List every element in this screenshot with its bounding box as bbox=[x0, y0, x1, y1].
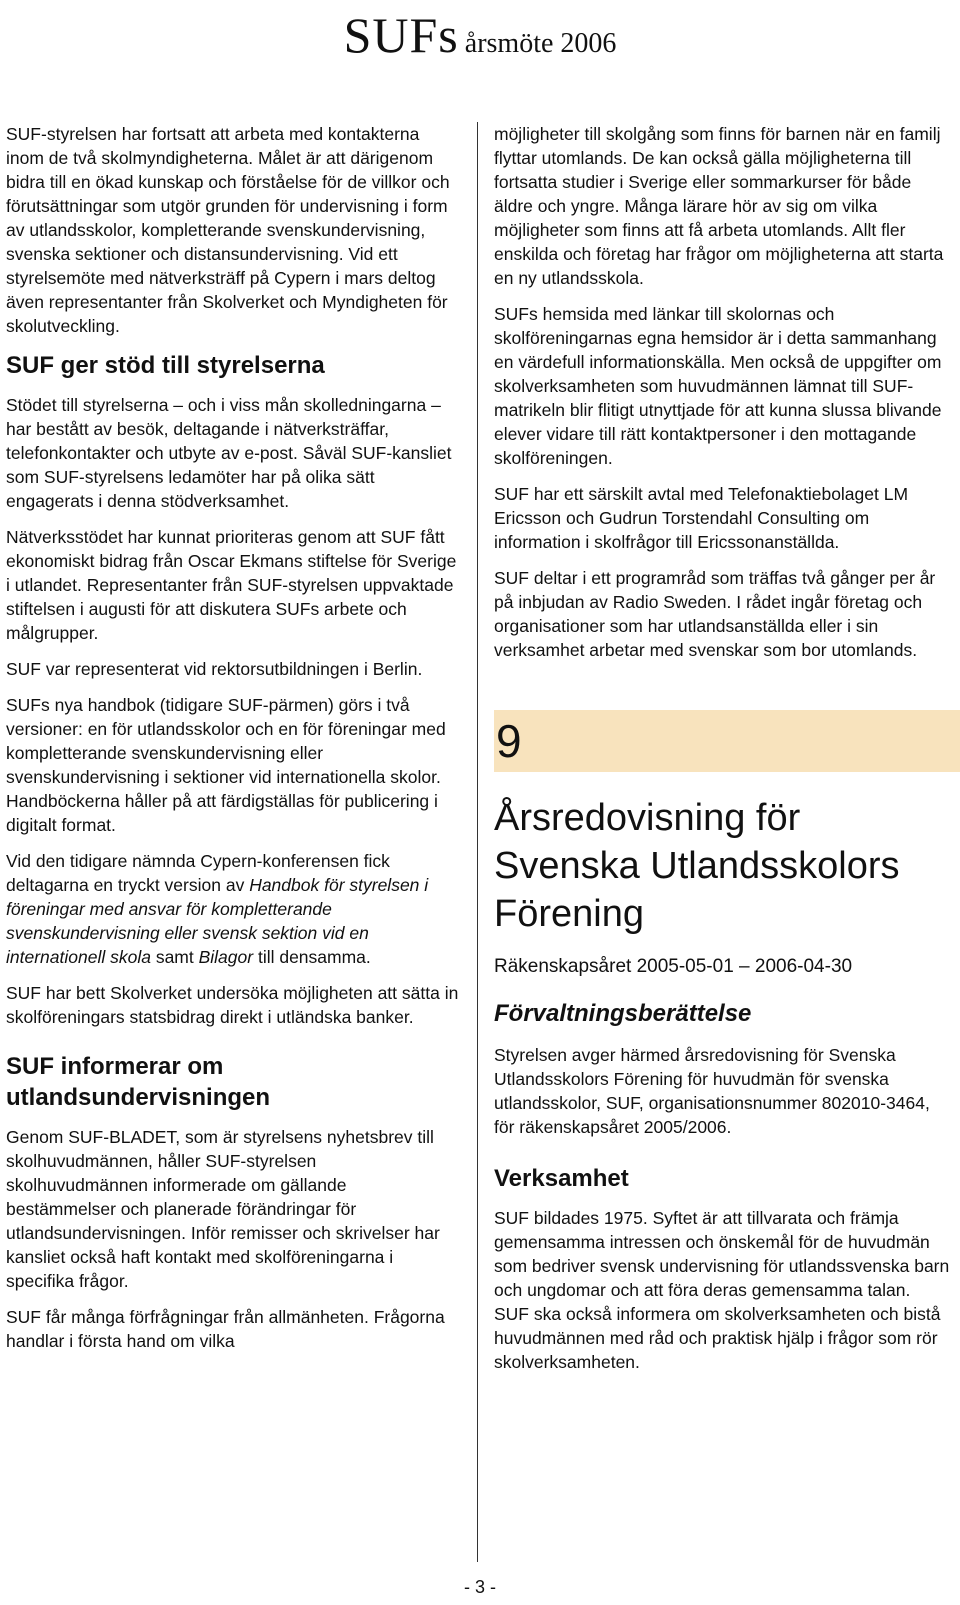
paragraph: möjligheter till skolgång som finns för barnen när en familj flyttar utomlands. De kan också gälla möjligheterna till fortsatta studier i Sverige eller sommarkurser för både äldre och yngre. Många lärare hör av sig om vilka möjligheter som finns att få arbeta utomlands. Allt fler enskilda och företag har frågor om möjligheterna att starta en ny utlandsskola. bbox=[494, 124, 944, 288]
paragraph: SUF har ett särskilt avtal med Telefonaktiebolaget LM Ericsson och Gudrun Torstendahl Consulting om information i skolfrågor till Ericssonanställda. bbox=[494, 484, 909, 552]
chapter-number: 9 bbox=[494, 710, 960, 772]
paragraph: SUF-styrelsen har fortsatt att arbeta med kontakterna inom de två skolmyndigheterna. Målet är att därigenom bidra till en ökad kunskap och förståelse för de villkor och förutsättningar som utgör grunden för undervisning i form av utlandsskolor, kompletterande svenskundervisning, svenska sektioner och distansundervisning. Vid ett styrelsemöte med nätverksträff på Cypern i mars deltog även representanter från Skolverket och Myndigheten för skolutveckling. bbox=[6, 124, 450, 336]
header-subtitle: årsmöte 2006 bbox=[464, 28, 617, 59]
header-title: SUFs bbox=[343, 7, 459, 63]
chapter-title: Årsredovisning för Svenska Utlandsskolors Förening bbox=[494, 797, 900, 935]
column-divider bbox=[477, 122, 478, 1562]
paragraph: Stödet till styrelserna – och i viss mån skolledningarna – har bestått av besök, deltagande i nätverksträffar, telefonkontakter och utbyte av e-post. Såväl SUF-kansliet som SUF-styrelsens ledamöter har på olika sätt engagerats i denna stödverksamhet. bbox=[6, 395, 452, 511]
paragraph-cyprus bbox=[6, 849, 461, 969]
left-column bbox=[6, 122, 461, 1365]
section-heading-operations: Verksamhet bbox=[494, 1165, 629, 1192]
paragraph: SUF bildades 1975. Syftet är att tillvarata och främja gemensamma intressen och önskemål för de huvudmän som bedriver svensk undervisning för utlandssvenska barn och ungdomar och att föra deras gemensamma talan. SUF ska också informera om skolverksamheten och bistå huvudmännen med råd och praktisk hjälp i frågor som rör skolverksamheten. bbox=[494, 1208, 950, 1372]
paragraph: Styrelsen avger härmed årsredovisning för Svenska Utlandsskolors Förening för huvudmän för svenska utlandsskolor, SUF, organisationsnummer 802010-3464, för räkenskapsåret 2005/2006. bbox=[494, 1045, 930, 1137]
appendix-title: Bilagor bbox=[198, 947, 254, 967]
page-number: - 3 - bbox=[463, 1577, 496, 1597]
fiscal-year: Räkenskapsåret 2005-05-01 – 2006-04-30 bbox=[494, 956, 853, 977]
section-heading-info: SUF informerar om utlandsundervisningen bbox=[6, 1053, 271, 1111]
paragraph: SUFs nya handbok (tidigare SUF-pärmen) görs i två versioner: en för utlandsskolor och en för föreningar med kompletterande svenskundervisning eller svenskundervisning i sektioner vid internationella skolor. Handböckerna håller på att färdigställas för publicering i digitalt format. bbox=[6, 695, 446, 835]
handbook-title: Handbok för styrelsen i föreningar med ansvar för kompletterande svenskundervisning eller svensk sektion vid en internationell skola bbox=[6, 875, 429, 967]
paragraph: SUF var representerat vid rektorsutbildningen i Berlin. bbox=[6, 659, 423, 679]
text-run: till densamma. bbox=[253, 947, 371, 967]
paragraph: SUF får många förfrågningar från allmänheten. Frågorna handlar i första hand om vilka bbox=[6, 1307, 445, 1351]
paragraph: SUF deltar i ett programråd som träffas två gånger per år på inbjudan av Radio Sweden. I rådet ingår företag och organisationer som har utlandsanställda eller i sin verksamhet arbetar med svenskar som bor utomlands. bbox=[494, 568, 936, 660]
paragraph: SUFs hemsida med länkar till skolornas och skolföreningarnas egna hemsidor är i detta sammanhang en värdefull informationskälla. Men också de uppgifter om skolverksamheten som huvudmännen lämnat till SUF-matrikeln blir flitigt utnyttjade för att kunna slussa blivande elever vidare till rätt kontaktpersoner i den mottagande skolföreningen. bbox=[494, 304, 942, 468]
section-heading-management-report: Förvaltningsberättelse bbox=[494, 1000, 752, 1027]
text-run: samt bbox=[150, 947, 199, 967]
page-header bbox=[0, 6, 960, 64]
paragraph: Genom SUF-BLADET, som är styrelsens nyhetsbrev till skolhuvudmännen, håller SUF-styrelsen skolhuvudmännen informerade om gällande bestämmelser och planerade förändringar för utlandsundervisningen. Inför remisser och skrivelser har kansliet också haft kontakt med skolföreningarna i specifika frågor. bbox=[6, 1127, 440, 1291]
paragraph: SUF har bett Skolverket undersöka möjligheten att sätta in skolföreningars statsbidrag direkt i utländska banker. bbox=[6, 983, 459, 1027]
text-run: Vid den tidigare nämnda Cypern-konferensen fick deltagarna en tryckt version av bbox=[6, 851, 390, 895]
paragraph: Nätverksstödet har kunnat prioriteras genom att SUF fått ekonomiskt bidrag från Oscar Ekmans stiftelse för Sverige i utlandet. Representanter från SUF-styrelsen uppvaktade stiftelsen i augusti för att diskutera SUFs arbete och målgrupper. bbox=[6, 527, 457, 643]
section-heading-support: SUF ger stöd till styrelserna bbox=[6, 352, 325, 379]
right-column bbox=[494, 122, 950, 1386]
